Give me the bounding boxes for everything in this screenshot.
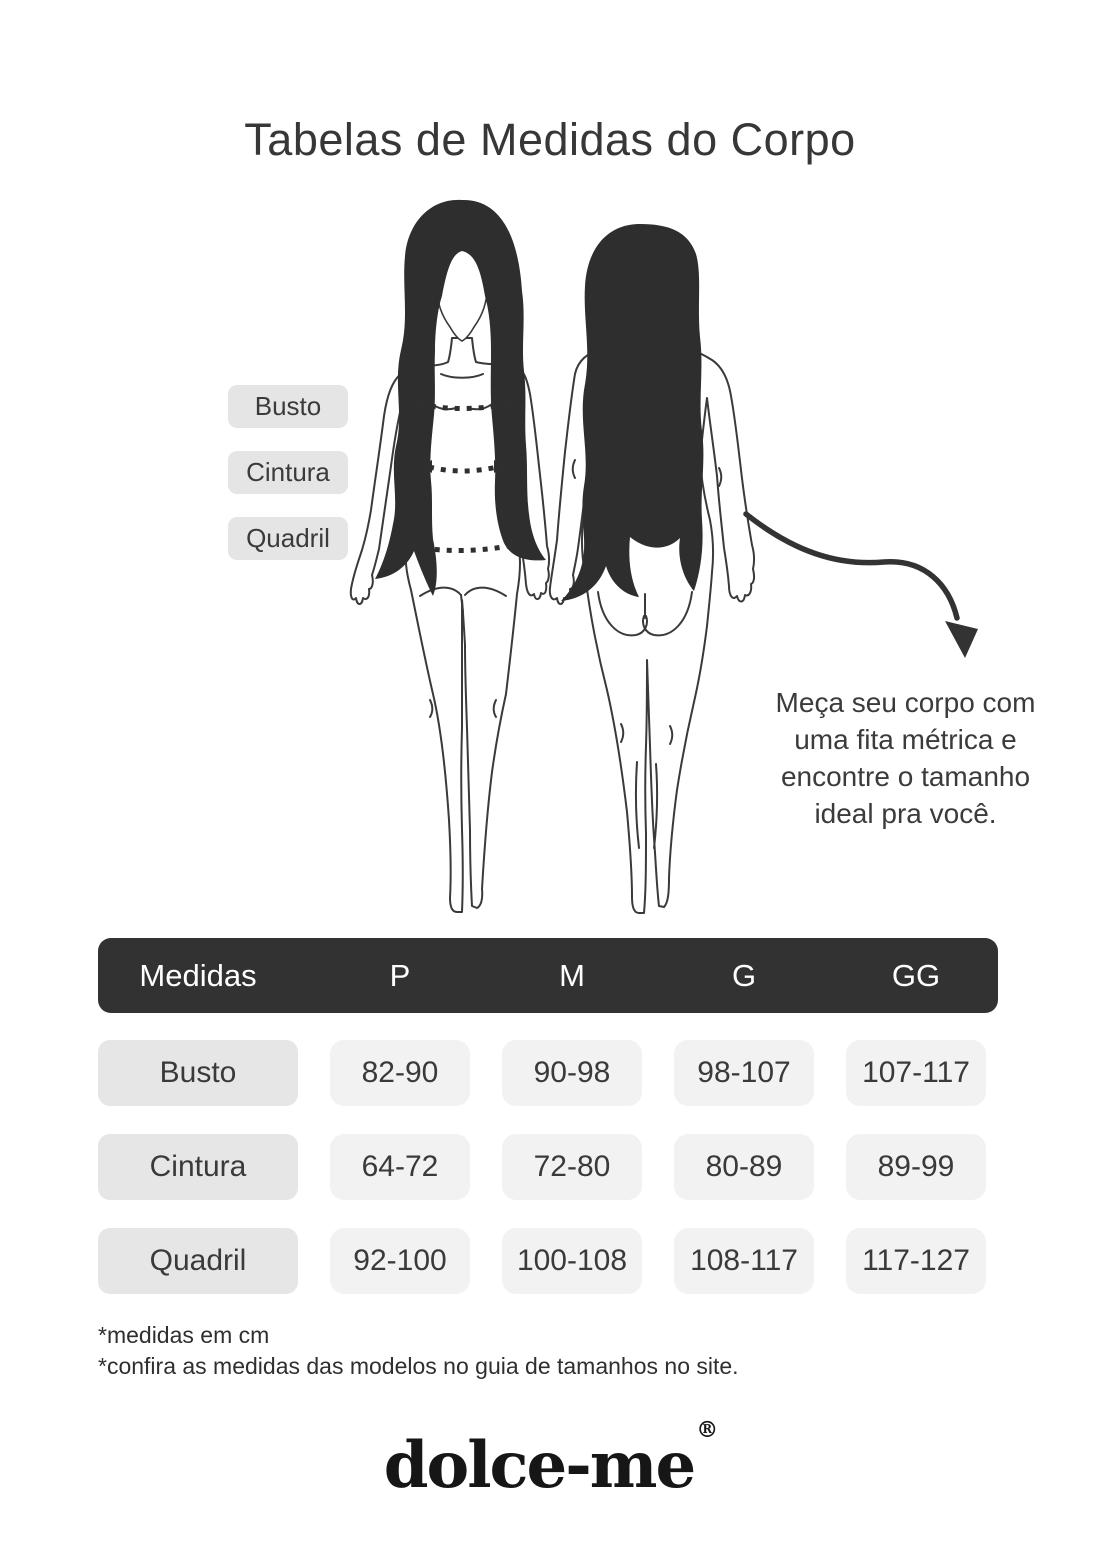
- header-size-p: P: [389, 957, 411, 993]
- quadril-p: 92-100: [330, 1228, 470, 1294]
- label-quadril: Quadril: [246, 523, 330, 553]
- row-label-quadril: Quadril: [98, 1228, 298, 1294]
- row-label-busto: Busto: [98, 1040, 298, 1106]
- measure-instruction-note: [748, 684, 1063, 832]
- header-size-m: M: [559, 957, 585, 993]
- label-pill-busto: [228, 385, 348, 428]
- cintura-m: 72-80: [502, 1134, 642, 1200]
- female-body-front-figure: [351, 200, 549, 912]
- table-row-busto: [98, 1040, 986, 1106]
- note-line: ideal pra você.: [814, 798, 997, 829]
- busto-p: 82-90: [330, 1040, 470, 1106]
- label-pill-quadril: [228, 517, 348, 560]
- cintura-g: 80-89: [674, 1134, 814, 1200]
- quadril-gg: 117-127: [846, 1228, 986, 1294]
- brand-name: dolce-me: [383, 1428, 695, 1503]
- quadril-g: 108-117: [674, 1228, 814, 1294]
- cintura-gg: 89-99: [846, 1134, 986, 1200]
- quadril-m: 100-108: [502, 1228, 642, 1294]
- busto-m: 90-98: [502, 1040, 642, 1106]
- table-row-cintura: [98, 1134, 986, 1200]
- registered-mark: ®: [696, 1416, 719, 1443]
- curved-arrow-icon: [746, 514, 978, 658]
- female-body-back-figure: [550, 224, 754, 913]
- row-label-cintura: Cintura: [98, 1134, 298, 1200]
- cintura-p: 64-72: [330, 1134, 470, 1200]
- note-line: encontre o tamanho: [780, 761, 1031, 792]
- busto-gg: 107-117: [846, 1040, 986, 1106]
- label-pill-cintura: [228, 451, 348, 494]
- note-line: uma fita métrica e: [794, 724, 1017, 755]
- label-cintura: Cintura: [246, 457, 330, 487]
- header-size-gg: GG: [891, 957, 941, 993]
- footnotes: [98, 1320, 739, 1382]
- header-medidas: Medidas: [139, 957, 257, 993]
- page-title: Tabelas de Medidas do Corpo: [244, 114, 856, 165]
- table-row-quadril: [98, 1228, 986, 1294]
- footnote-guide: *confira as medidas das modelos no guia de tamanhos no site.: [98, 1353, 739, 1379]
- brand-logo: [0, 1416, 1100, 1503]
- busto-g: 98-107: [674, 1040, 814, 1106]
- note-line: Meça seu corpo com: [775, 687, 1036, 718]
- label-busto: Busto: [254, 391, 322, 421]
- header-size-g: G: [731, 957, 757, 993]
- size-table-header-row: [98, 938, 998, 1013]
- footnote-units: *medidas em cm: [98, 1322, 270, 1348]
